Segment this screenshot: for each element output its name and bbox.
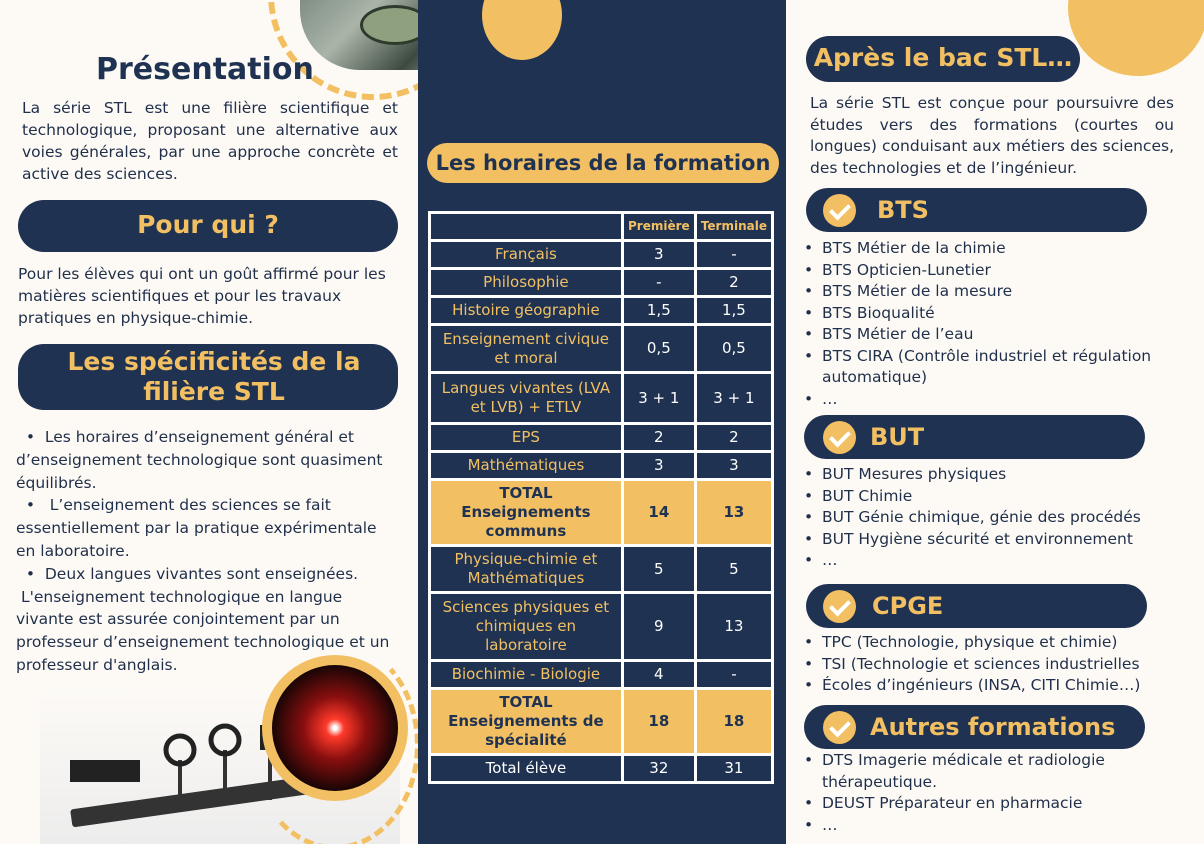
check-icon (823, 421, 856, 454)
row-terminale: 2 (697, 425, 771, 450)
row-label: TOTAL Enseignements de spécialité (431, 690, 621, 753)
autres-list (804, 750, 1176, 836)
bts-list (804, 238, 1184, 410)
row-terminale: - (697, 662, 771, 687)
sun-decoration (482, 0, 562, 60)
bts-title: BTS (877, 196, 929, 224)
list-item: • BUT Hygiène sécurité et environnement (804, 529, 1184, 551)
cpge-title: CPGE (872, 592, 944, 620)
table-header-row (431, 214, 771, 239)
presentation-title: Présentation (96, 52, 314, 87)
right-column (786, 0, 1204, 844)
table-row (431, 662, 771, 687)
table-header-premiere: Première (624, 214, 694, 239)
row-label: Français (431, 242, 621, 267)
lab-device (360, 5, 418, 45)
table-total-row (431, 481, 771, 544)
apres-bac-heading (806, 36, 1080, 82)
row-label: Biochimie - Biologie (431, 662, 621, 687)
table-header-terminale: Terminale (697, 214, 771, 239)
laser-spot (272, 665, 398, 791)
row-terminale: 0,5 (697, 326, 771, 371)
specificite-item: L'enseignement technologique en langue vivante est assurée conjointement par un professeur d’enseignement technologique et un professeur d'anglais. (16, 587, 390, 674)
bts-heading (806, 188, 1147, 232)
row-terminale: 3 (697, 453, 771, 478)
horaires-heading (427, 143, 779, 183)
check-icon (823, 711, 856, 744)
table-row (431, 594, 771, 659)
list-item: • BTS Opticien-Lunetier (804, 260, 1184, 282)
specificites-title: Les spécificités de la filière STL (67, 347, 361, 406)
row-label: Physique-chimie et Mathématiques (431, 547, 621, 591)
row-premiere: 5 (624, 547, 694, 591)
apres-bac-title: Après le bac STL… (813, 43, 1073, 72)
table-final-row (431, 756, 771, 781)
specificite-item: • L’enseignement des sciences se fait essentiellement par la pratique expérimentale en laboratoire. (16, 496, 377, 560)
autres-title: Autres formations (870, 713, 1116, 741)
autres-heading (804, 705, 1145, 749)
row-terminale: 18 (697, 690, 771, 753)
but-list (804, 464, 1184, 572)
list-item: • … (804, 550, 1184, 572)
row-label: Langues vivantes (LVA et LVB) + ETLV (431, 374, 621, 422)
row-label: Enseignement civique et moral (431, 326, 621, 371)
table-row (431, 326, 771, 371)
row-premiere: 14 (624, 481, 694, 544)
cpge-heading (806, 584, 1147, 628)
specificites-list (16, 426, 400, 677)
list-item: • … (804, 815, 1176, 837)
left-column (0, 0, 418, 844)
row-premiere: - (624, 270, 694, 295)
row-label: Philosophie (431, 270, 621, 295)
table-total-row (431, 690, 771, 753)
table-row (431, 270, 771, 295)
row-premiere: 18 (624, 690, 694, 753)
row-label: Sciences physiques et chimiques en laboratoire (431, 594, 621, 659)
table-row (431, 242, 771, 267)
check-icon (823, 194, 856, 227)
row-terminale: 13 (697, 481, 771, 544)
list-item: • BTS Métier de l’eau (804, 324, 1184, 346)
row-premiere: 2 (624, 425, 694, 450)
row-terminale: 3 + 1 (697, 374, 771, 422)
row-premiere: 1,5 (624, 298, 694, 323)
row-label: Mathématiques (431, 453, 621, 478)
apres-bac-intro: La série STL est conçue pour poursuivre des études vers des formations (courtes ou longues) conduisant aux métiers des sciences, des technologies et de l’ingénieur. (810, 94, 1174, 177)
list-item: • BUT Génie chimique, génie des procédés (804, 507, 1184, 529)
row-premiere: 9 (624, 594, 694, 659)
list-item: • Écoles d’ingénieurs (INSA, CITI Chimie…) (804, 675, 1184, 697)
cpge-list (804, 632, 1184, 697)
middle-column (418, 0, 786, 844)
list-item: • BTS CIRA (Contrôle industriel et régulation automatique) (804, 346, 1184, 389)
list-item: • TSI (Technologie et sciences industrielles (804, 654, 1184, 676)
specificites-heading (18, 344, 398, 410)
pour-qui-text: Pour les élèves qui ont un goût affirmé pour les matières scientifiques et pour les travaux pratiques en physique-chimie. (18, 265, 386, 327)
check-icon (823, 590, 856, 623)
row-terminale: 2 (697, 270, 771, 295)
row-premiere: 0,5 (624, 326, 694, 371)
horaires-table (428, 211, 774, 784)
table-row (431, 298, 771, 323)
row-premiere: 3 (624, 453, 694, 478)
row-premiere: 32 (624, 756, 694, 781)
row-label: EPS (431, 425, 621, 450)
row-premiere: 4 (624, 662, 694, 687)
list-item: • BUT Chimie (804, 486, 1184, 508)
pour-qui-heading (18, 200, 398, 252)
but-title: BUT (870, 423, 925, 451)
specificite-item: • Deux langues vivantes sont enseignées. (16, 564, 359, 583)
table-row (431, 453, 771, 478)
table-row (431, 547, 771, 591)
list-item: • … (804, 389, 1184, 411)
list-item: • BUT Mesures physiques (804, 464, 1184, 486)
table-header-empty (431, 214, 621, 239)
row-premiere: 3 (624, 242, 694, 267)
list-item: • TPC (Technologie, physique et chimie) (804, 632, 1184, 654)
list-item: • BTS Métier de la mesure (804, 281, 1184, 303)
table-row (431, 425, 771, 450)
row-terminale: 13 (697, 594, 771, 659)
presentation-text: La série STL est une filière scientifique et technologique, proposant une alternative aux voies générales, par une approche concrète et active des sciences. (22, 99, 398, 183)
row-label: Histoire géographie (431, 298, 621, 323)
row-terminale: 5 (697, 547, 771, 591)
row-label: TOTAL Enseignements communs (431, 481, 621, 544)
list-item: • DTS Imagerie médicale et radiologie thérapeutique. (804, 750, 1176, 793)
row-label: Total élève (431, 756, 621, 781)
table-row (431, 374, 771, 422)
row-terminale: - (697, 242, 771, 267)
list-item: • BTS Bioqualité (804, 303, 1184, 325)
but-heading (804, 415, 1145, 459)
list-item: • DEUST Préparateur en pharmacie (804, 793, 1176, 815)
row-terminale: 31 (697, 756, 771, 781)
laser-spot-image (262, 655, 408, 801)
sun-decoration-right (1068, 0, 1204, 76)
specificite-item: • Les horaires d’enseignement général et d’enseignement technologique sont quasiment équilibrés. (16, 428, 383, 492)
horaires-title: Les horaires de la formation (435, 151, 771, 175)
row-terminale: 1,5 (697, 298, 771, 323)
row-premiere: 3 + 1 (624, 374, 694, 422)
list-item: • BTS Métier de la chimie (804, 238, 1184, 260)
pour-qui-title: Pour qui ? (137, 210, 279, 239)
